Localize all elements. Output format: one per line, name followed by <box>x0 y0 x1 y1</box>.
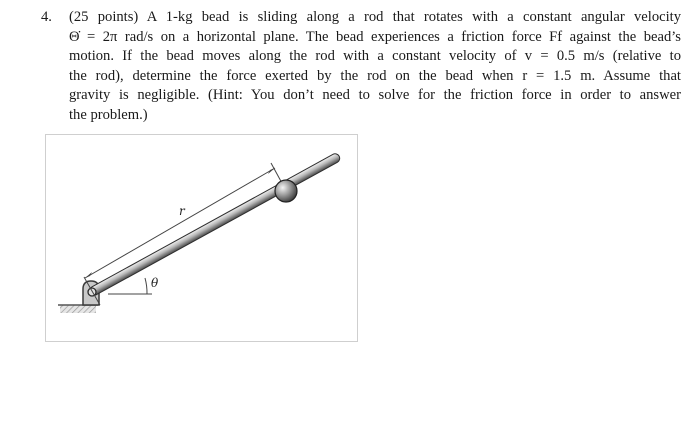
problem-line-3: motion. If the bead moves along the rod with a constant velocity of v = 0.5 m/s (relative to <box>69 48 681 65</box>
problem-line-4: the rod), determine the force exerted by the rod on the bead when r = 1.5 m. Assume that <box>69 67 681 84</box>
rod-bead-diagram <box>46 135 359 343</box>
ground-support <box>58 305 98 313</box>
theta-label: θ <box>151 276 159 290</box>
problem-line-5: gravity is negligible. (Hint: You don’t need to solve for the friction force in order to answer <box>69 87 681 104</box>
problem-number: 4. <box>41 9 52 25</box>
problem-line-6: the problem.) <box>69 106 148 123</box>
problem-line-1: 4. (25 points) A 1-kg bead is sliding along a rod that rotates with a constant angular velocity <box>41 8 681 28</box>
theta-arc <box>145 278 147 294</box>
rod <box>88 152 341 297</box>
problem-statement <box>41 8 681 126</box>
r-label: r <box>179 204 185 218</box>
rod-bead-figure <box>45 134 358 342</box>
bead <box>275 180 297 202</box>
problem-line-2: Θ̇ = 2π rad/s on a horizontal plane. The bead experiences a friction force Ff against the bead’s <box>69 28 681 45</box>
